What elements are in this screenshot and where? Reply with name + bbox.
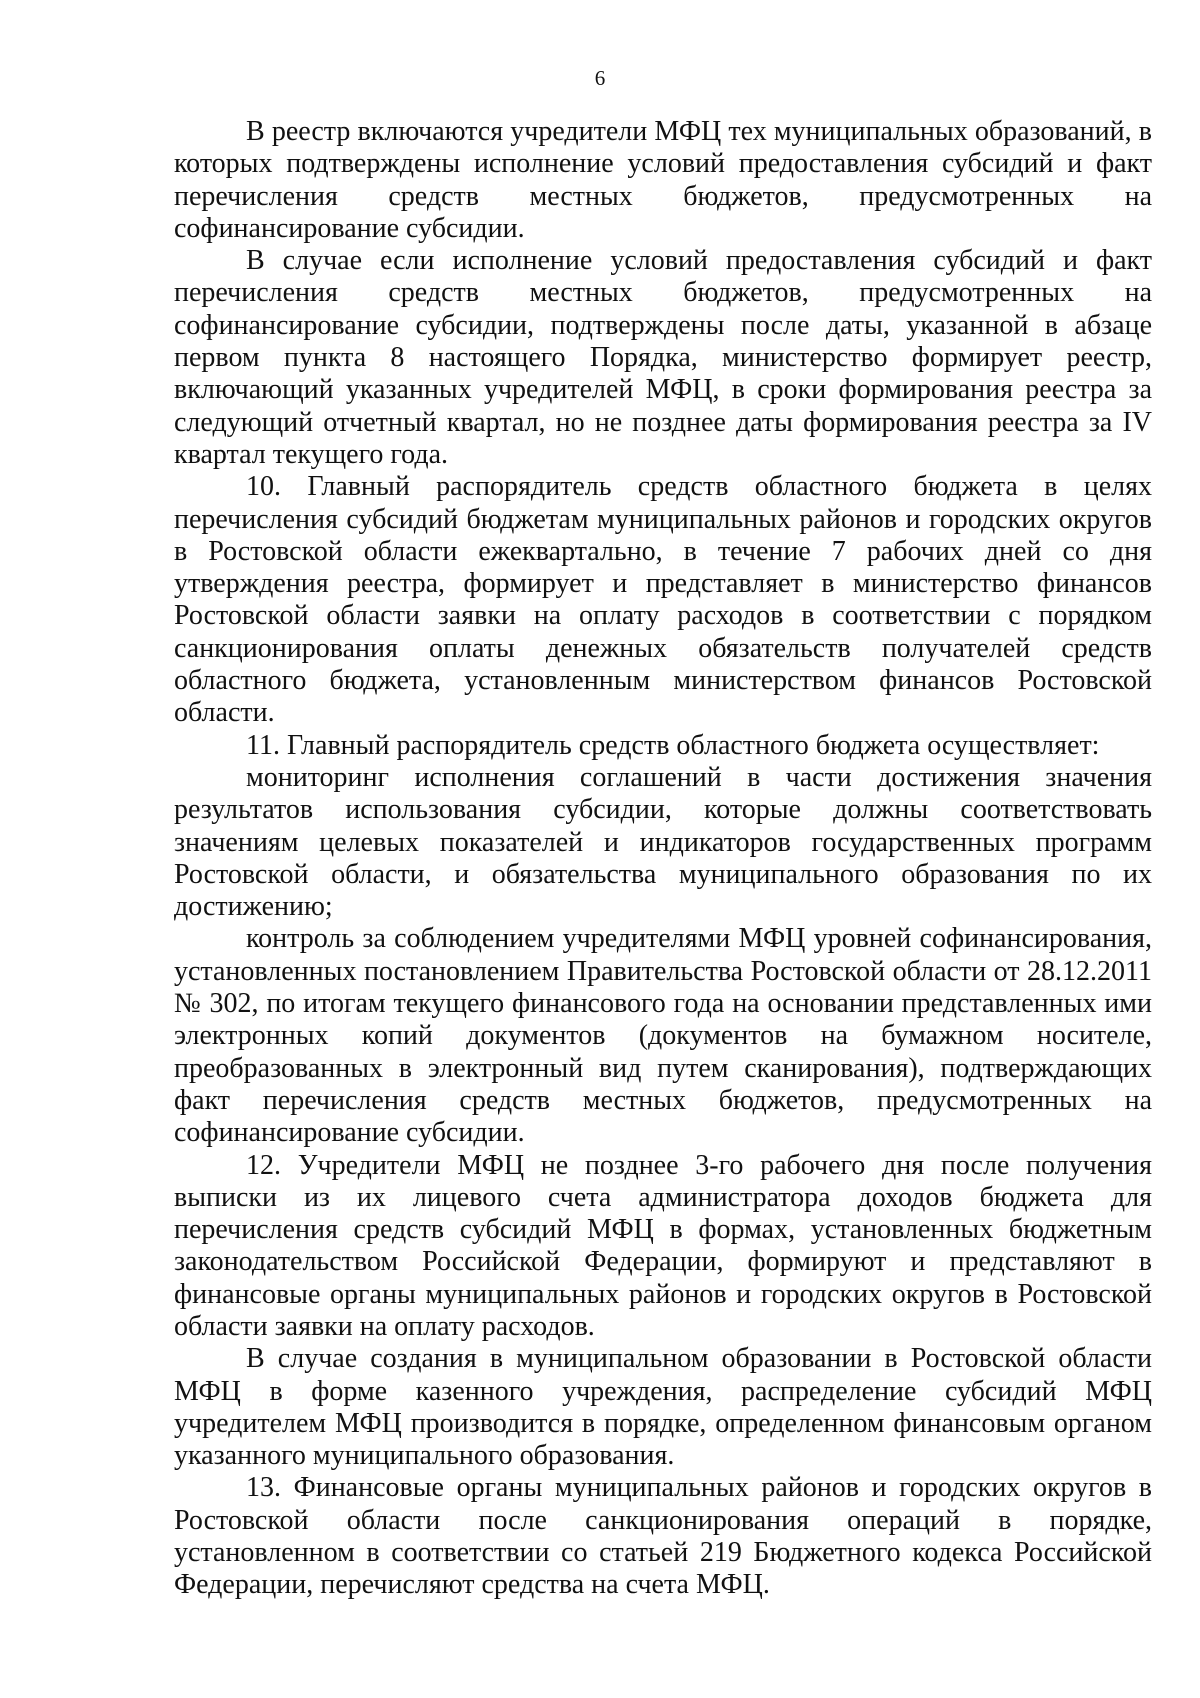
paragraph-state-institution: В случае создания в муниципальном образовании в Ростовской области МФЦ в форме казенного учреждения, распределение субсидий МФЦ учредителем МФЦ производится в порядке, определенном финансовым органом указанного муниципального образования.	[174, 1343, 1152, 1472]
paragraph-item-10: 10. Главный распорядитель средств областного бюджета в целях перечисления субсидий бюджетам муниципальных районов и городских округов в Ростовской области ежеквартально, в течение 7 рабочих дней со дня утверждения реестра, формирует и представляет в министерство финансов Ростовской области заявки на оплату расходов в соответствии с порядком санкционирования оплаты денежных обязательств получателей средств областного бюджета, установленным министерством финансов Ростовской области.	[174, 471, 1152, 729]
paragraph-item-13: 13. Финансовые органы муниципальных районов и городских округов в Ростовской области после санкционирования операций в порядке, установленном в соответствии со статьей 219 Бюджетного кодекса Российской Федерации, перечисляют средства на счета МФЦ.	[174, 1472, 1152, 1601]
page-number: 6	[594, 66, 606, 90]
paragraph-monitoring: мониторинг исполнения соглашений в части достижения значения результатов использования субсидии, которые должны соответствовать значениям целевых показателей и индикаторов государственных программ Ростовской области, и обязательства муниципального образования по их достижению;	[174, 761, 1152, 923]
paragraph-registry-inclusion: В реестр включаются учредители МФЦ тех муниципальных образований, в которых подтверждены исполнение условий предоставления субсидий и факт перечисления средств местных бюджетов, предусмотренных на софинансирование субсидии.	[174, 116, 1152, 244]
paragraph-item-11: 11. Главный распорядитель средств областного бюджета осуществляет:	[246, 729, 1100, 761]
paragraph-item-12: 12. Учредители МФЦ не позднее 3-го рабочего дня после получения выписки из их лицевого счета администратора доходов бюджета для перечисления средств субсидий МФЦ в формах, установленных бюджетным законодательством Российской Федерации, формируют и представляют в финансовые органы муниципальных районов и городских округов в Ростовской области заявки на оплату расходов.	[174, 1149, 1152, 1342]
document-body	[174, 116, 1152, 1602]
paragraph-control: контроль за соблюдением учредителями МФЦ уровней софинансирования, установленных постановлением Правительства Ростовской области от 28.12.2011 № 302, по итогам текущего финансового года на основании представленных ими электронных копий документов (документов на бумажном носителе, преобразованных в электронный вид путем сканирования), подтверждающих факт перечисления средств местных бюджетов, предусмотренных на софинансирование субсидии.	[174, 923, 1152, 1149]
paragraph-late-confirmation: В случае если исполнение условий предоставления субсидий и факт перечисления средств местных бюджетов, предусмотренных на софинансирование субсидии, подтверждены после даты, указанной в абзаце первом пункта 8 настоящего Порядка, министерство формирует реестр, включающий указанных учредителей МФЦ, в сроки формирования реестра за следующий отчетный квартал, но не позднее даты формирования реестра за IV квартал текущего года.	[174, 245, 1152, 470]
